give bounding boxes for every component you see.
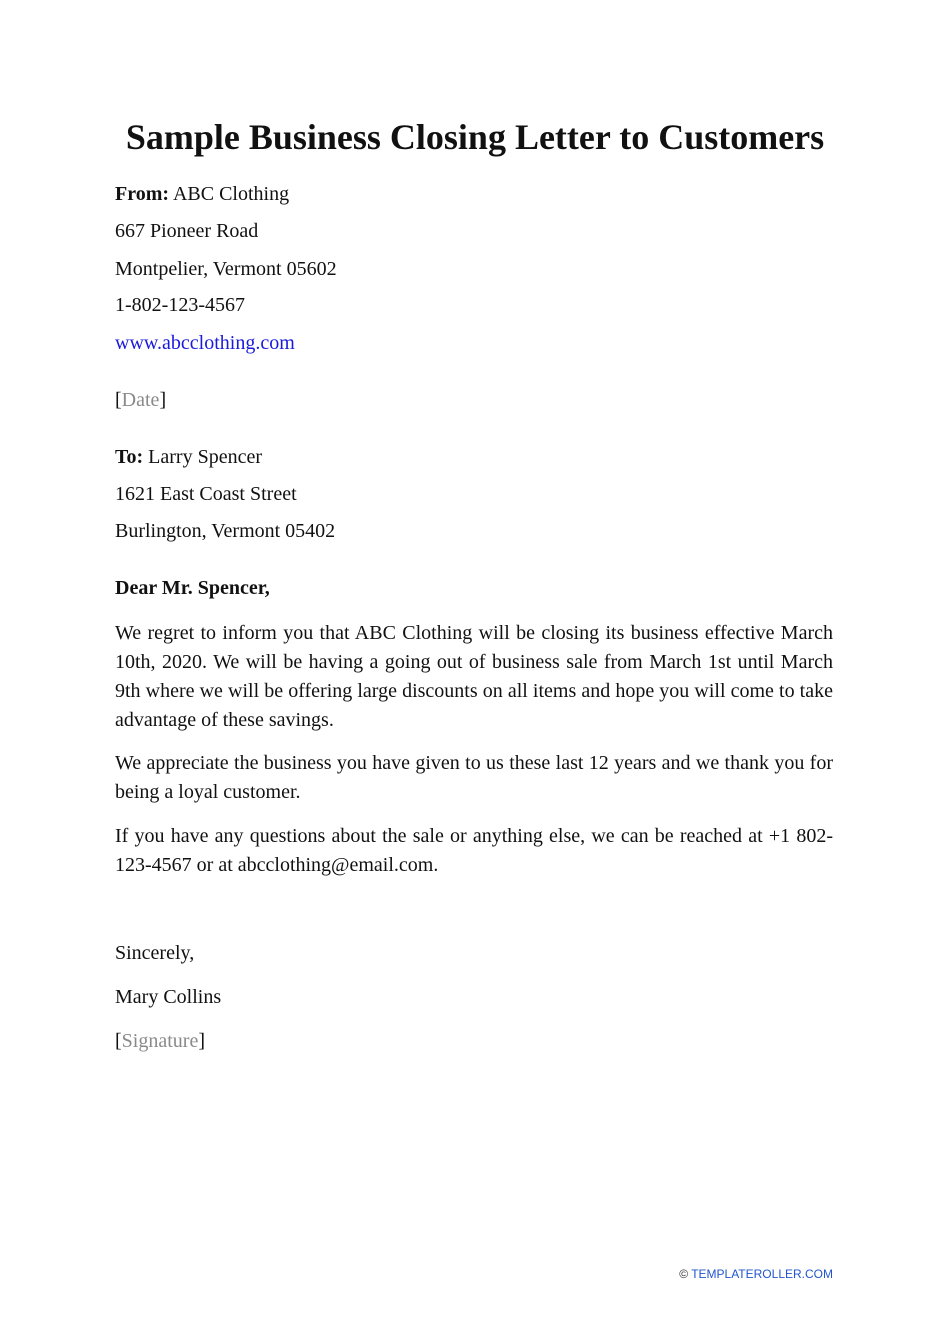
body-paragraph-1: We regret to inform you that ABC Clothing will be closing its business effective March 10th, 2020. We will be having a going out of business sale from March 1st until March 9th where we will be offering large discounts on all items and hope you will come to take advantage of these savings. xyxy=(115,622,833,731)
recipient-street: 1621 East Coast Street xyxy=(115,483,297,505)
sender-phone: 1-802-123-4567 xyxy=(115,294,245,316)
footer-brand-link[interactable]: TEMPLATEROLLER.COM xyxy=(691,1267,833,1281)
valediction: Sincerely, xyxy=(115,942,195,964)
footer-credit xyxy=(679,1266,833,1282)
sender-city: Montpelier, Vermont 05602 xyxy=(115,258,337,280)
sender-website-line xyxy=(115,330,295,356)
sender-street: 667 Pioneer Road xyxy=(115,220,259,242)
body-paragraph-2: We appreciate the business you have given to us these last 12 years and we thank you for being a loyal customer. xyxy=(115,752,833,803)
sender-name-line xyxy=(115,181,289,207)
signature-placeholder: Signature xyxy=(121,1030,199,1052)
date-open-bracket: [ xyxy=(115,389,122,411)
date-close-bracket: ] xyxy=(159,389,167,411)
date-placeholder: Date xyxy=(121,389,160,411)
sender-website-link[interactable]: www.abcclothing.com xyxy=(115,332,295,354)
sender-name: ABC Clothing xyxy=(172,183,290,205)
body-paragraph-3: If you have any questions about the sale or anything else, we can be reached at +1 802-123-4567 or at abcclothing@email.com. xyxy=(115,825,833,876)
date-field xyxy=(115,387,166,413)
salutation: Dear Mr. Spencer, xyxy=(115,577,270,599)
signature-close-bracket: ] xyxy=(198,1030,205,1052)
recipient-city: Burlington, Vermont 05402 xyxy=(115,520,336,542)
to-label: To: xyxy=(115,446,144,468)
recipient-name-line xyxy=(115,444,262,470)
copyright-icon: © xyxy=(679,1267,689,1281)
signer-name: Mary Collins xyxy=(115,986,222,1008)
document-title: Sample Business Closing Letter to Customers xyxy=(125,117,825,157)
recipient-name: Larry Spencer xyxy=(148,446,262,468)
signature-open-bracket: [ xyxy=(115,1030,122,1052)
from-label: From: xyxy=(115,183,170,205)
signature-field xyxy=(115,1028,205,1054)
